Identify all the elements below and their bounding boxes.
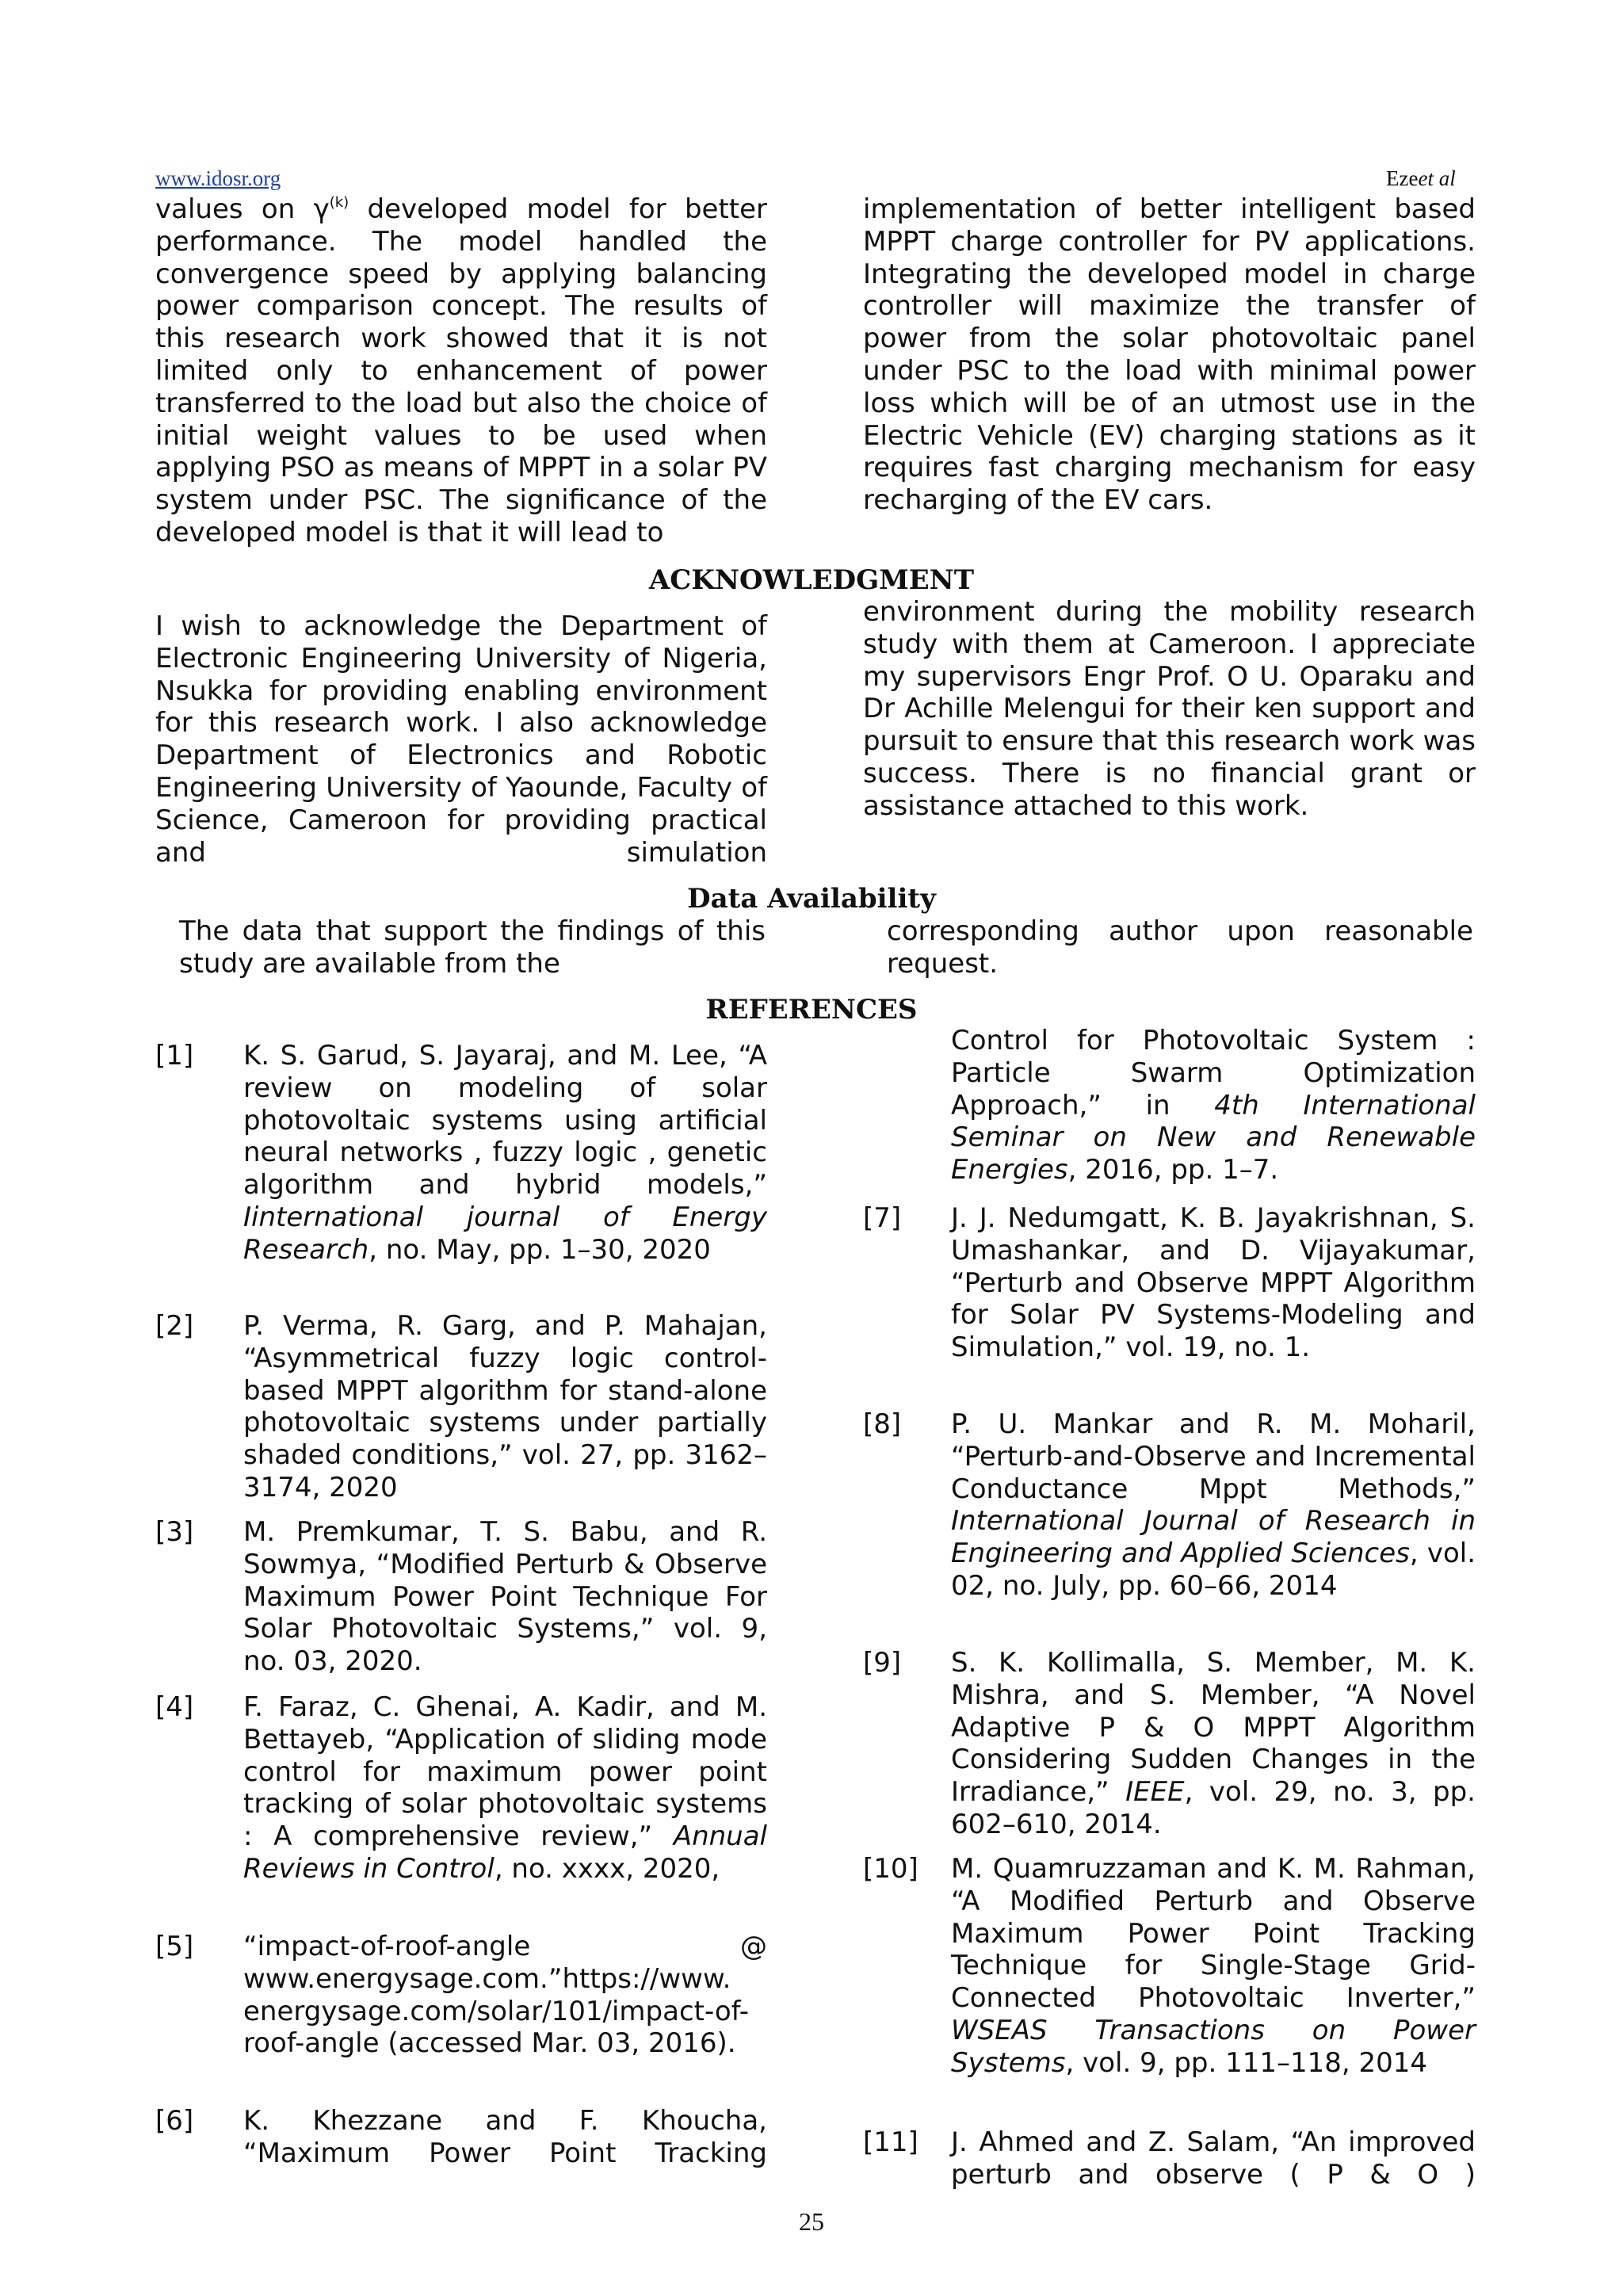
author-prefix: Eze [1386,166,1419,190]
intro-left-paragraph [155,193,767,549]
reference-text [243,1516,767,1678]
ref-text-end: , vol. 9, pp. 111–118, 2014 [1065,2046,1428,2079]
ref-text: J. J. Nedumgatt, K. B. Jayakrishnan, S. Umashankar, and D. Vijayakumar, “Perturb and Observe MPPT Algorithm for Solar PV Systems-Modeling and Simulation,” vol. 19, no. 1. [951,1202,1476,1364]
ref-text-end: , no. May, pp. 1–30, 2020 [369,1233,711,1266]
reference-number: [4] [155,1691,194,1723]
reference-number: [10] [863,1853,918,1885]
reference-text [951,1647,1476,1841]
reference-text [243,1040,767,1266]
reference-text [243,1691,767,1885]
ref-text: P. Verma, R. Garg, and P. Mahajan, “Asymmetrical fuzzy logic control-based MPPT algorithm for stand-alone photovoltaic systems under partially shaded conditions,” vol. 27, pp. 3162–3174, 2020 [243,1310,767,1503]
intro-right-paragraph: implementation of better intelligent based MPPT charge controller for PV applications. Integrating the developed model in charge controller will maximize the transfer of power from the solar photovoltaic panel under PSC to the load with minimal power loss which will be of an utmost use in the Electric Vehicle (EV) charging stations as it requires fast charging mechanism for easy recharging of the EV cars. [863,193,1476,517]
intro-right-column [863,193,1476,517]
ref-text: Control for Photovoltaic System : Particle Swarm Optimization Approach,” in [951,1025,1476,1121]
reference-text [951,1853,1476,2080]
page-number: 25 [799,2207,824,2236]
intro-left-column [155,193,767,549]
ref-text-end: , vol. 02, no. July, pp. 60–66, 2014 [951,1538,1476,1602]
running-author [1386,166,1456,191]
author-suffix: et al [1418,166,1456,190]
ref-venue: Iinternational journal of Energy Research [243,1201,767,1266]
reference-number: [3] [155,1516,194,1548]
ack-left-column [155,610,767,869]
reference-number: [7] [863,1202,902,1234]
reference-text [951,1408,1476,1603]
references-heading: REFERENCES [705,994,918,1026]
data-availability-right [887,915,1473,980]
data-availability-left [179,915,766,980]
ack-left-paragraph: I wish to acknowledge the Department of Electronic Engineering University of Nigeria, Nsukka for providing enabling environment for this research work. I also acknowledge Department of Electronics and Robotic Engineering University of Yaounde, Faculty of Science, Cameroon for providing practical and simulation [155,610,767,869]
reference-number: [6] [155,2105,194,2137]
reference-number: [11] [863,2126,918,2158]
reference-number: [1] [155,1040,194,1072]
ref-text-end: , vol. 29, no. 3, pp. 602–610, 2014. [951,1776,1476,1840]
data-availability-left-text: The data that support the findings of this study are available from the [179,915,766,980]
ref-venue: International Journal of Research in Engineering and Applied Sciences [951,1505,1476,1570]
ref-text: K. Khezzane and F. Khoucha, “Maximum Power Point Tracking [243,2105,767,2169]
reference-text [243,1310,767,1504]
reference-number: [5] [155,1931,194,1962]
data-availability-right-text: corresponding author upon reasonable request. [887,915,1473,980]
reference-text [951,2126,1476,2191]
ref-venue: Annual Reviews in Control [243,1820,767,1885]
ref-text: “impact-of-roof-angle @ www.energysage.com.”https://www. energysage.com/solar/101/impact-of-roof-angle (accessed Mar. 03, 2016). [243,1931,767,2060]
ref-text: F. Faraz, C. Ghenai, A. Kadir, and M. Bettayeb, “Application of sliding mode control for maximum power point tracking of solar photovoltaic systems : A comprehensive review,” [243,1691,767,1853]
ref-venue: IEEE [1125,1776,1185,1809]
ref-text-end: , no. xxxx, 2020, [494,1852,720,1885]
ref-text: M. Quamruzzaman and K. M. Rahman, “A Modified Perturb and Observe Maximum Power Point Tracking Technique for Single-Stage Grid-Connected Photovoltaic Inverter,” [951,1853,1476,2015]
ref-text: S. K. Kollimalla, S. Member, M. K. Mishra, and S. Member, “A Novel Adaptive P & O MPPT Algorithm Considering Sudden Changes in the Irradiance,” [951,1647,1476,1809]
ref-text: J. Ahmed and Z. Salam, “An improved perturb and observe ( P & O ) [951,2126,1476,2191]
reference-number: [8] [863,1408,902,1440]
acknowledgment-heading: ACKNOWLEDGMENT [648,564,975,596]
data-availability-heading: Data Availability [687,883,936,915]
reference-text [951,1202,1476,1364]
reference-number: [2] [155,1310,194,1342]
reference-number: [9] [863,1647,902,1679]
ack-right-paragraph: environment during the mobility research study with them at Cameroon. I appreciate my supervisors Engr Prof. O U. Oparaku and Dr Achille Melengui for their ken support and pursuit to ensure that this research work was success. There is no financial grant or assistance attached to this work. [863,596,1476,822]
ref-text: K. S. Garud, S. Jayaraj, and M. Lee, “A review on modeling of solar photovoltaic systems using artificial neural networks , fuzzy logic , genetic algorithm and hybrid models,” [243,1040,767,1201]
ref-text: M. Premkumar, T. S. Babu, and R. Sowmya, “Modified Perturb & Observe Maximum Power Point Technique For Solar Photovoltaic Systems,” vol. 9, no. 03, 2020. [243,1516,767,1678]
reference-text [243,1931,767,2060]
intro-left-text: developed model for better performance. The model handled the convergence speed by applying balancing power comparison concept. The results of this research work showed that it is not limited only to enhancement of power transferred to the load but also the choice of initial weight values to be used when applying PSO as means of MPPT in a solar PV system under PSC. The significance of the developed model is that it will lead to [155,193,768,548]
journal-website-link[interactable]: www.idosr.org [155,166,281,190]
reference-text [243,2105,767,2170]
ack-right-column [863,596,1476,823]
reference-text [951,1025,1476,1186]
gamma-text: values on γ [155,193,330,225]
ref-venue: WSEAS Transactions on Power Systems [951,2014,1476,2079]
ref-venue: 4th International Seminar on New and Renewable Energies [951,1089,1476,1186]
ref-text-end: , 2016, pp. 1–7. [1067,1154,1279,1186]
ref-text: P. U. Mankar and R. M. Moharil, “Perturb-and-Observe and Incremental Conductance Mppt Methods,” [951,1408,1476,1505]
gamma-superscript: (k) [329,194,349,211]
